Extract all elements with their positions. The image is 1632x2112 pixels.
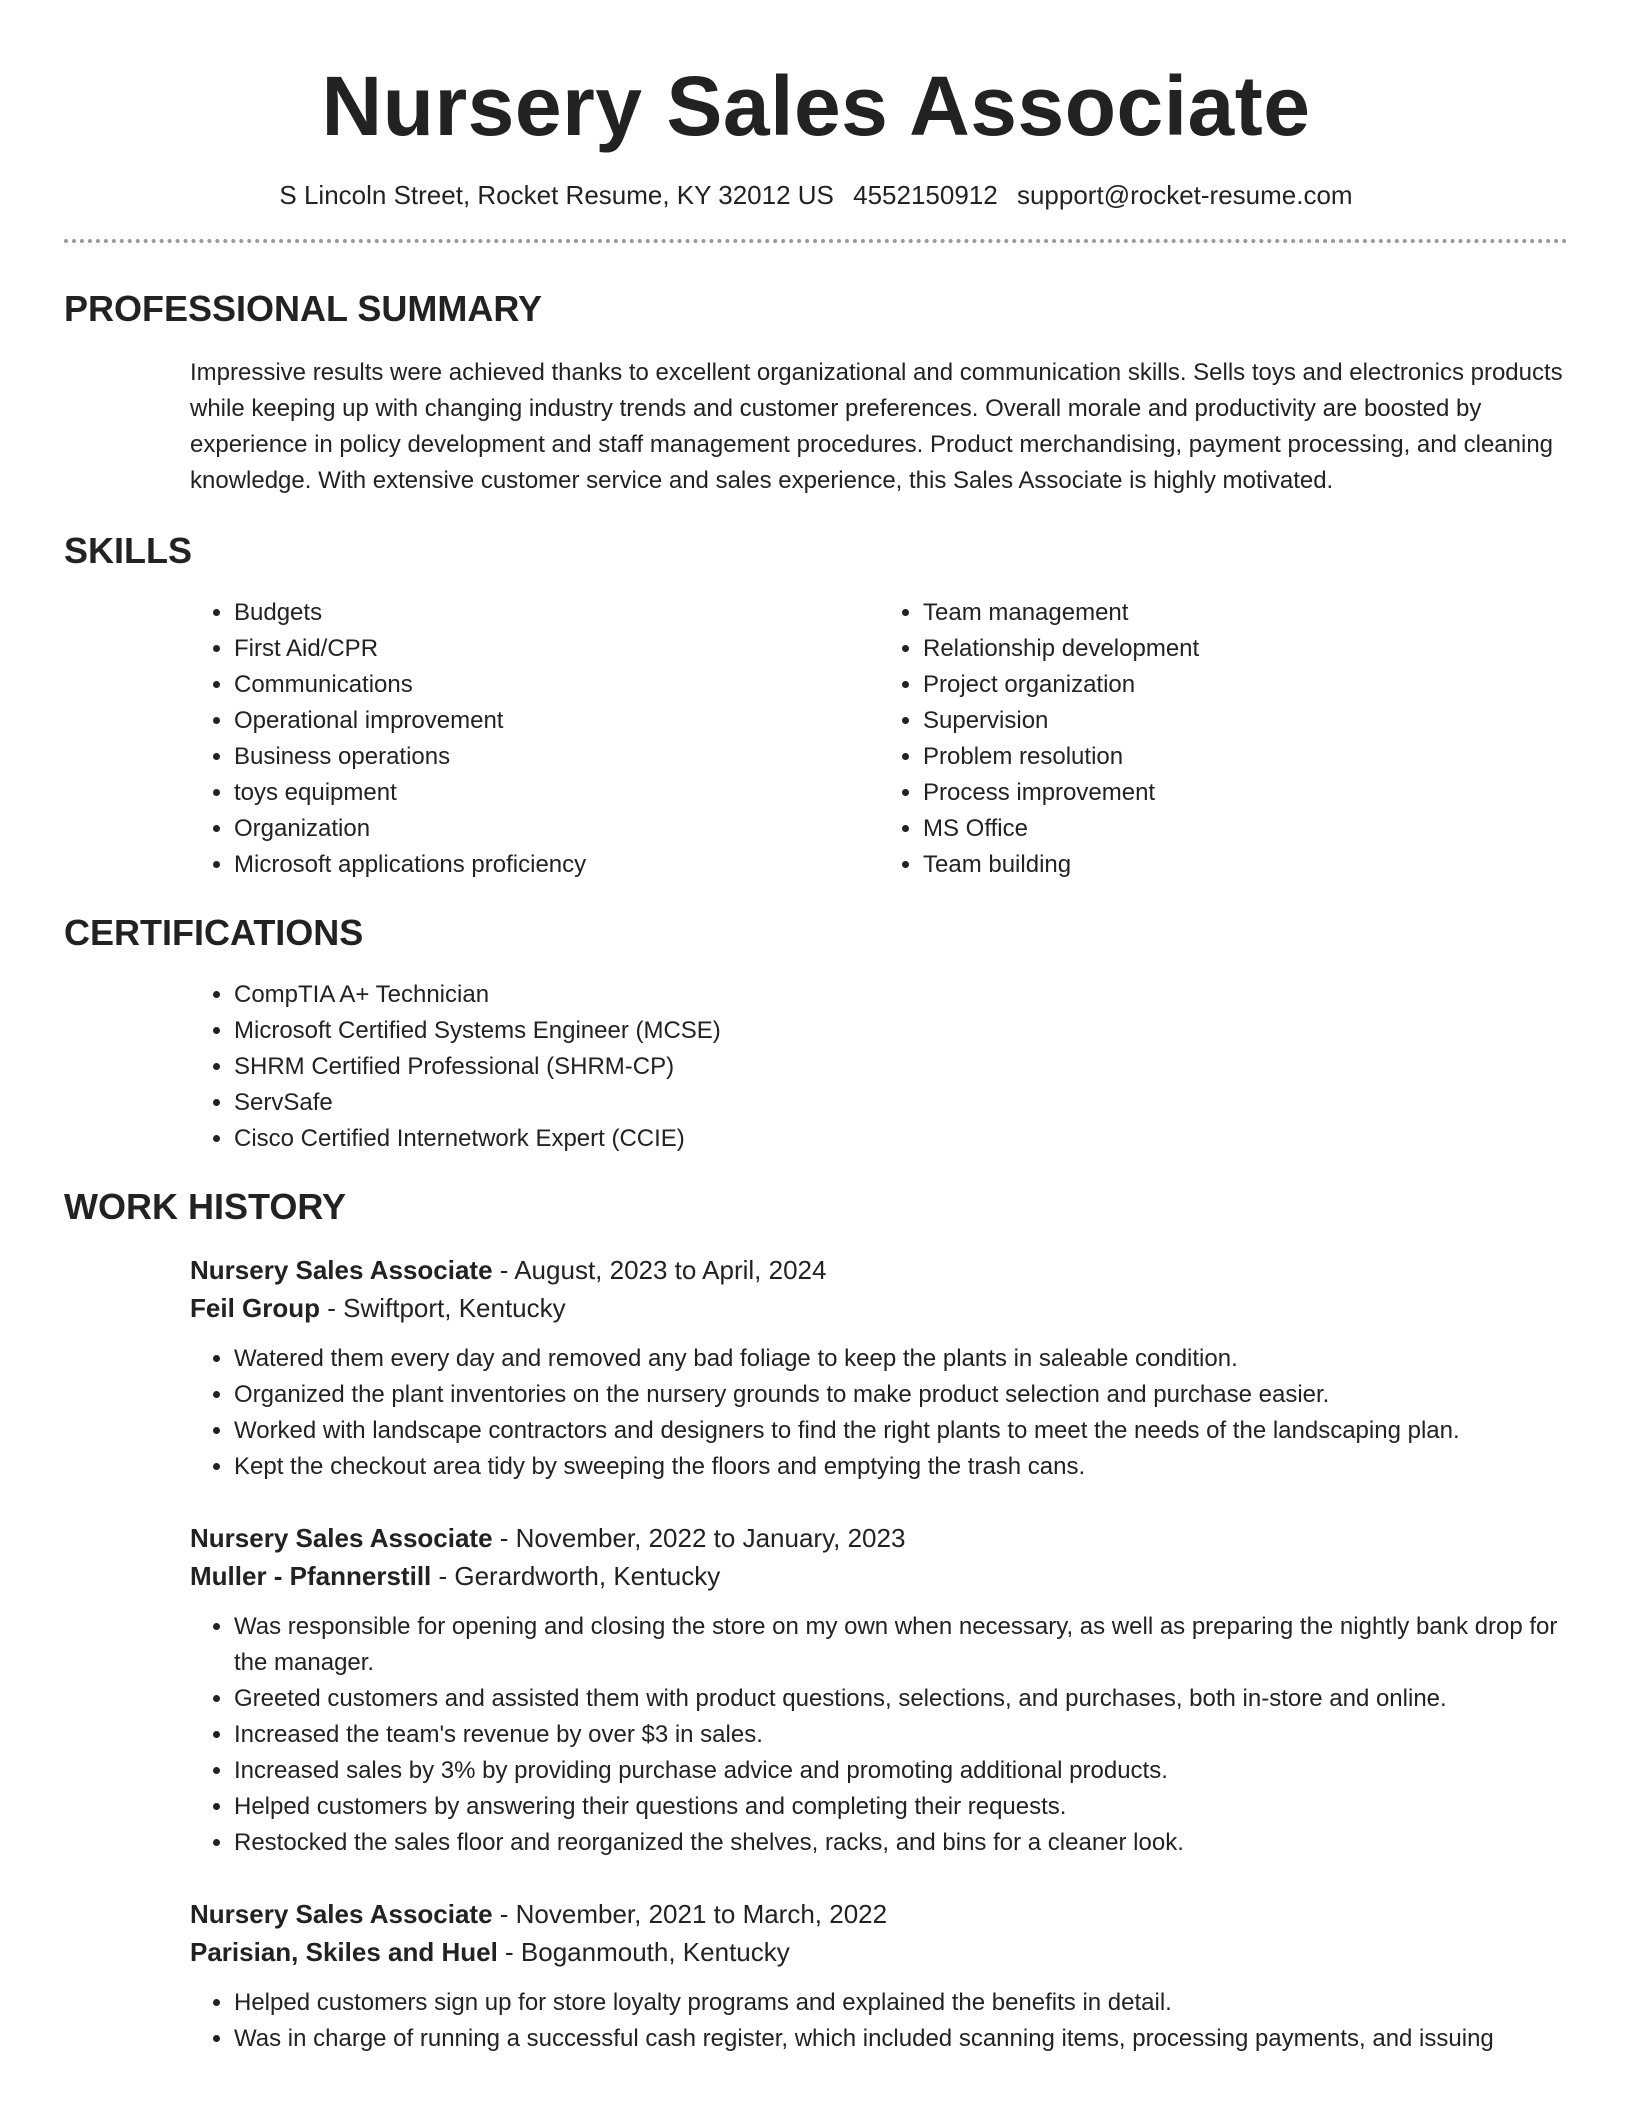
skill-item: • toys equipment bbox=[234, 775, 879, 811]
skills-columns bbox=[190, 595, 1568, 883]
certification-item: • SHRM Certified Professional (SHRM-CP) bbox=[234, 1049, 1568, 1085]
job-bullet: • Worked with landscape contractors and designers to find the right plants to meet the needs of the landscaping plan. bbox=[234, 1413, 1568, 1449]
job-title: Nursery Sales Associate bbox=[190, 1523, 493, 1553]
job-bullet: • Restocked the sales floor and reorganized the shelves, racks, and bins for a cleaner look. bbox=[234, 1825, 1568, 1861]
certification-item: • Microsoft Certified Systems Engineer (MCSE) bbox=[234, 1013, 1568, 1049]
job-title-line bbox=[190, 1251, 1568, 1289]
skill-item: • First Aid/CPR bbox=[234, 631, 879, 667]
skill-item: • Budgets bbox=[234, 595, 879, 631]
job-bullet: • Watered them every day and removed any bad foliage to keep the plants in saleable condition. bbox=[234, 1341, 1568, 1377]
job-company: Muller - Pfannerstill bbox=[190, 1561, 432, 1591]
summary-text: Impressive results were achieved thanks to excellent organizational and communication skills. Sells toys and electronics products while keeping up with changing industry trends and customer preferences. Overall morale and productivity are boosted by experience in policy development and staff management procedures. Product merchandising, payment processing, and cleaning knowledge. With extensive customer service and sales experience, this Sales Associate is highly motivated. bbox=[190, 359, 1563, 494]
job-bullet: • Helped customers by answering their questions and completing their requests. bbox=[234, 1789, 1568, 1825]
skill-item: • Organization bbox=[234, 811, 879, 847]
skill-item: • Relationship development bbox=[923, 631, 1568, 667]
contact-line bbox=[64, 178, 1568, 212]
resume-name: Nursery Sales Associate bbox=[321, 59, 1311, 153]
job-title-line bbox=[190, 1895, 1568, 1933]
skill-item: • Project organization bbox=[923, 667, 1568, 703]
job-entry bbox=[190, 1519, 1568, 1861]
job-bullet: • Increased the team's revenue by over $3 in sales. bbox=[234, 1717, 1568, 1753]
job-entry bbox=[190, 1895, 1568, 2057]
job-company-line bbox=[190, 1289, 1568, 1327]
job-dates: - August, 2023 to April, 2024 bbox=[492, 1255, 827, 1285]
job-company-line bbox=[190, 1557, 1568, 1595]
job-company: Parisian, Skiles and Huel bbox=[190, 1937, 498, 1967]
summary-heading: PROFESSIONAL SUMMARY bbox=[64, 288, 543, 329]
job-bullet: • Was responsible for opening and closing the store on my own when necessary, as well as preparing the nightly bank drop for the manager. bbox=[234, 1609, 1568, 1681]
job-title: Nursery Sales Associate bbox=[190, 1255, 493, 1285]
job-location: - Gerardworth, Kentucky bbox=[431, 1561, 721, 1591]
contact-address: S Lincoln Street, Rocket Resume, KY 32012 US bbox=[279, 180, 834, 210]
work-history-heading: WORK HISTORY bbox=[64, 1186, 347, 1227]
job-title-line bbox=[190, 1519, 1568, 1557]
skill-item: • Business operations bbox=[234, 739, 879, 775]
certifications-list bbox=[190, 977, 1568, 1157]
job-bullet: • Organized the plant inventories on the nursery grounds to make product selection and purchase easier. bbox=[234, 1377, 1568, 1413]
job-dates: - November, 2022 to January, 2023 bbox=[492, 1523, 906, 1553]
skill-item: • Supervision bbox=[923, 703, 1568, 739]
job-bullet: • Kept the checkout area tidy by sweeping the floors and emptying the trash cans. bbox=[234, 1449, 1568, 1485]
job-bullet: • Helped customers sign up for store loyalty programs and explained the benefits in detail. bbox=[234, 1985, 1568, 2021]
certification-item: • CompTIA A+ Technician bbox=[234, 977, 1568, 1013]
certifications-heading: CERTIFICATIONS bbox=[64, 912, 364, 953]
skill-item: • Microsoft applications proficiency bbox=[234, 847, 879, 883]
skills-heading: SKILLS bbox=[64, 530, 193, 571]
skills-list-left bbox=[190, 595, 879, 883]
skill-item: • MS Office bbox=[923, 811, 1568, 847]
job-bullets bbox=[190, 1341, 1568, 1485]
skill-item: • Communications bbox=[234, 667, 879, 703]
contact-phone: 4552150912 bbox=[853, 180, 998, 210]
skill-item: • Operational improvement bbox=[234, 703, 879, 739]
certification-item: • ServSafe bbox=[234, 1085, 1568, 1121]
job-location: - Swiftport, Kentucky bbox=[320, 1293, 566, 1323]
job-bullets bbox=[190, 1985, 1568, 2057]
resume-page bbox=[64, 0, 1568, 2057]
job-bullet: • Was in charge of running a successful cash register, which included scanning items, processing payments, and issuing bbox=[234, 2021, 1568, 2057]
job-bullet: • Greeted customers and assisted them with product questions, selections, and purchases, both in-store and online. bbox=[234, 1681, 1568, 1717]
skill-item: • Problem resolution bbox=[923, 739, 1568, 775]
header-divider bbox=[64, 239, 1568, 243]
job-location: - Boganmouth, Kentucky bbox=[497, 1937, 790, 1967]
skill-item: • Process improvement bbox=[923, 775, 1568, 811]
job-bullets bbox=[190, 1609, 1568, 1861]
certification-item: • Cisco Certified Internetwork Expert (CCIE) bbox=[234, 1121, 1568, 1157]
skill-item: • Team management bbox=[923, 595, 1568, 631]
job-entry bbox=[190, 1251, 1568, 1485]
job-bullet: • Increased sales by 3% by providing purchase advice and promoting additional products. bbox=[234, 1753, 1568, 1789]
job-dates: - November, 2021 to March, 2022 bbox=[492, 1899, 888, 1929]
skill-item: • Team building bbox=[923, 847, 1568, 883]
job-title: Nursery Sales Associate bbox=[190, 1899, 493, 1929]
job-company: Feil Group bbox=[190, 1293, 320, 1323]
job-company-line bbox=[190, 1933, 1568, 1971]
skills-list-right bbox=[879, 595, 1568, 883]
contact-email: support@rocket-resume.com bbox=[1016, 180, 1353, 210]
